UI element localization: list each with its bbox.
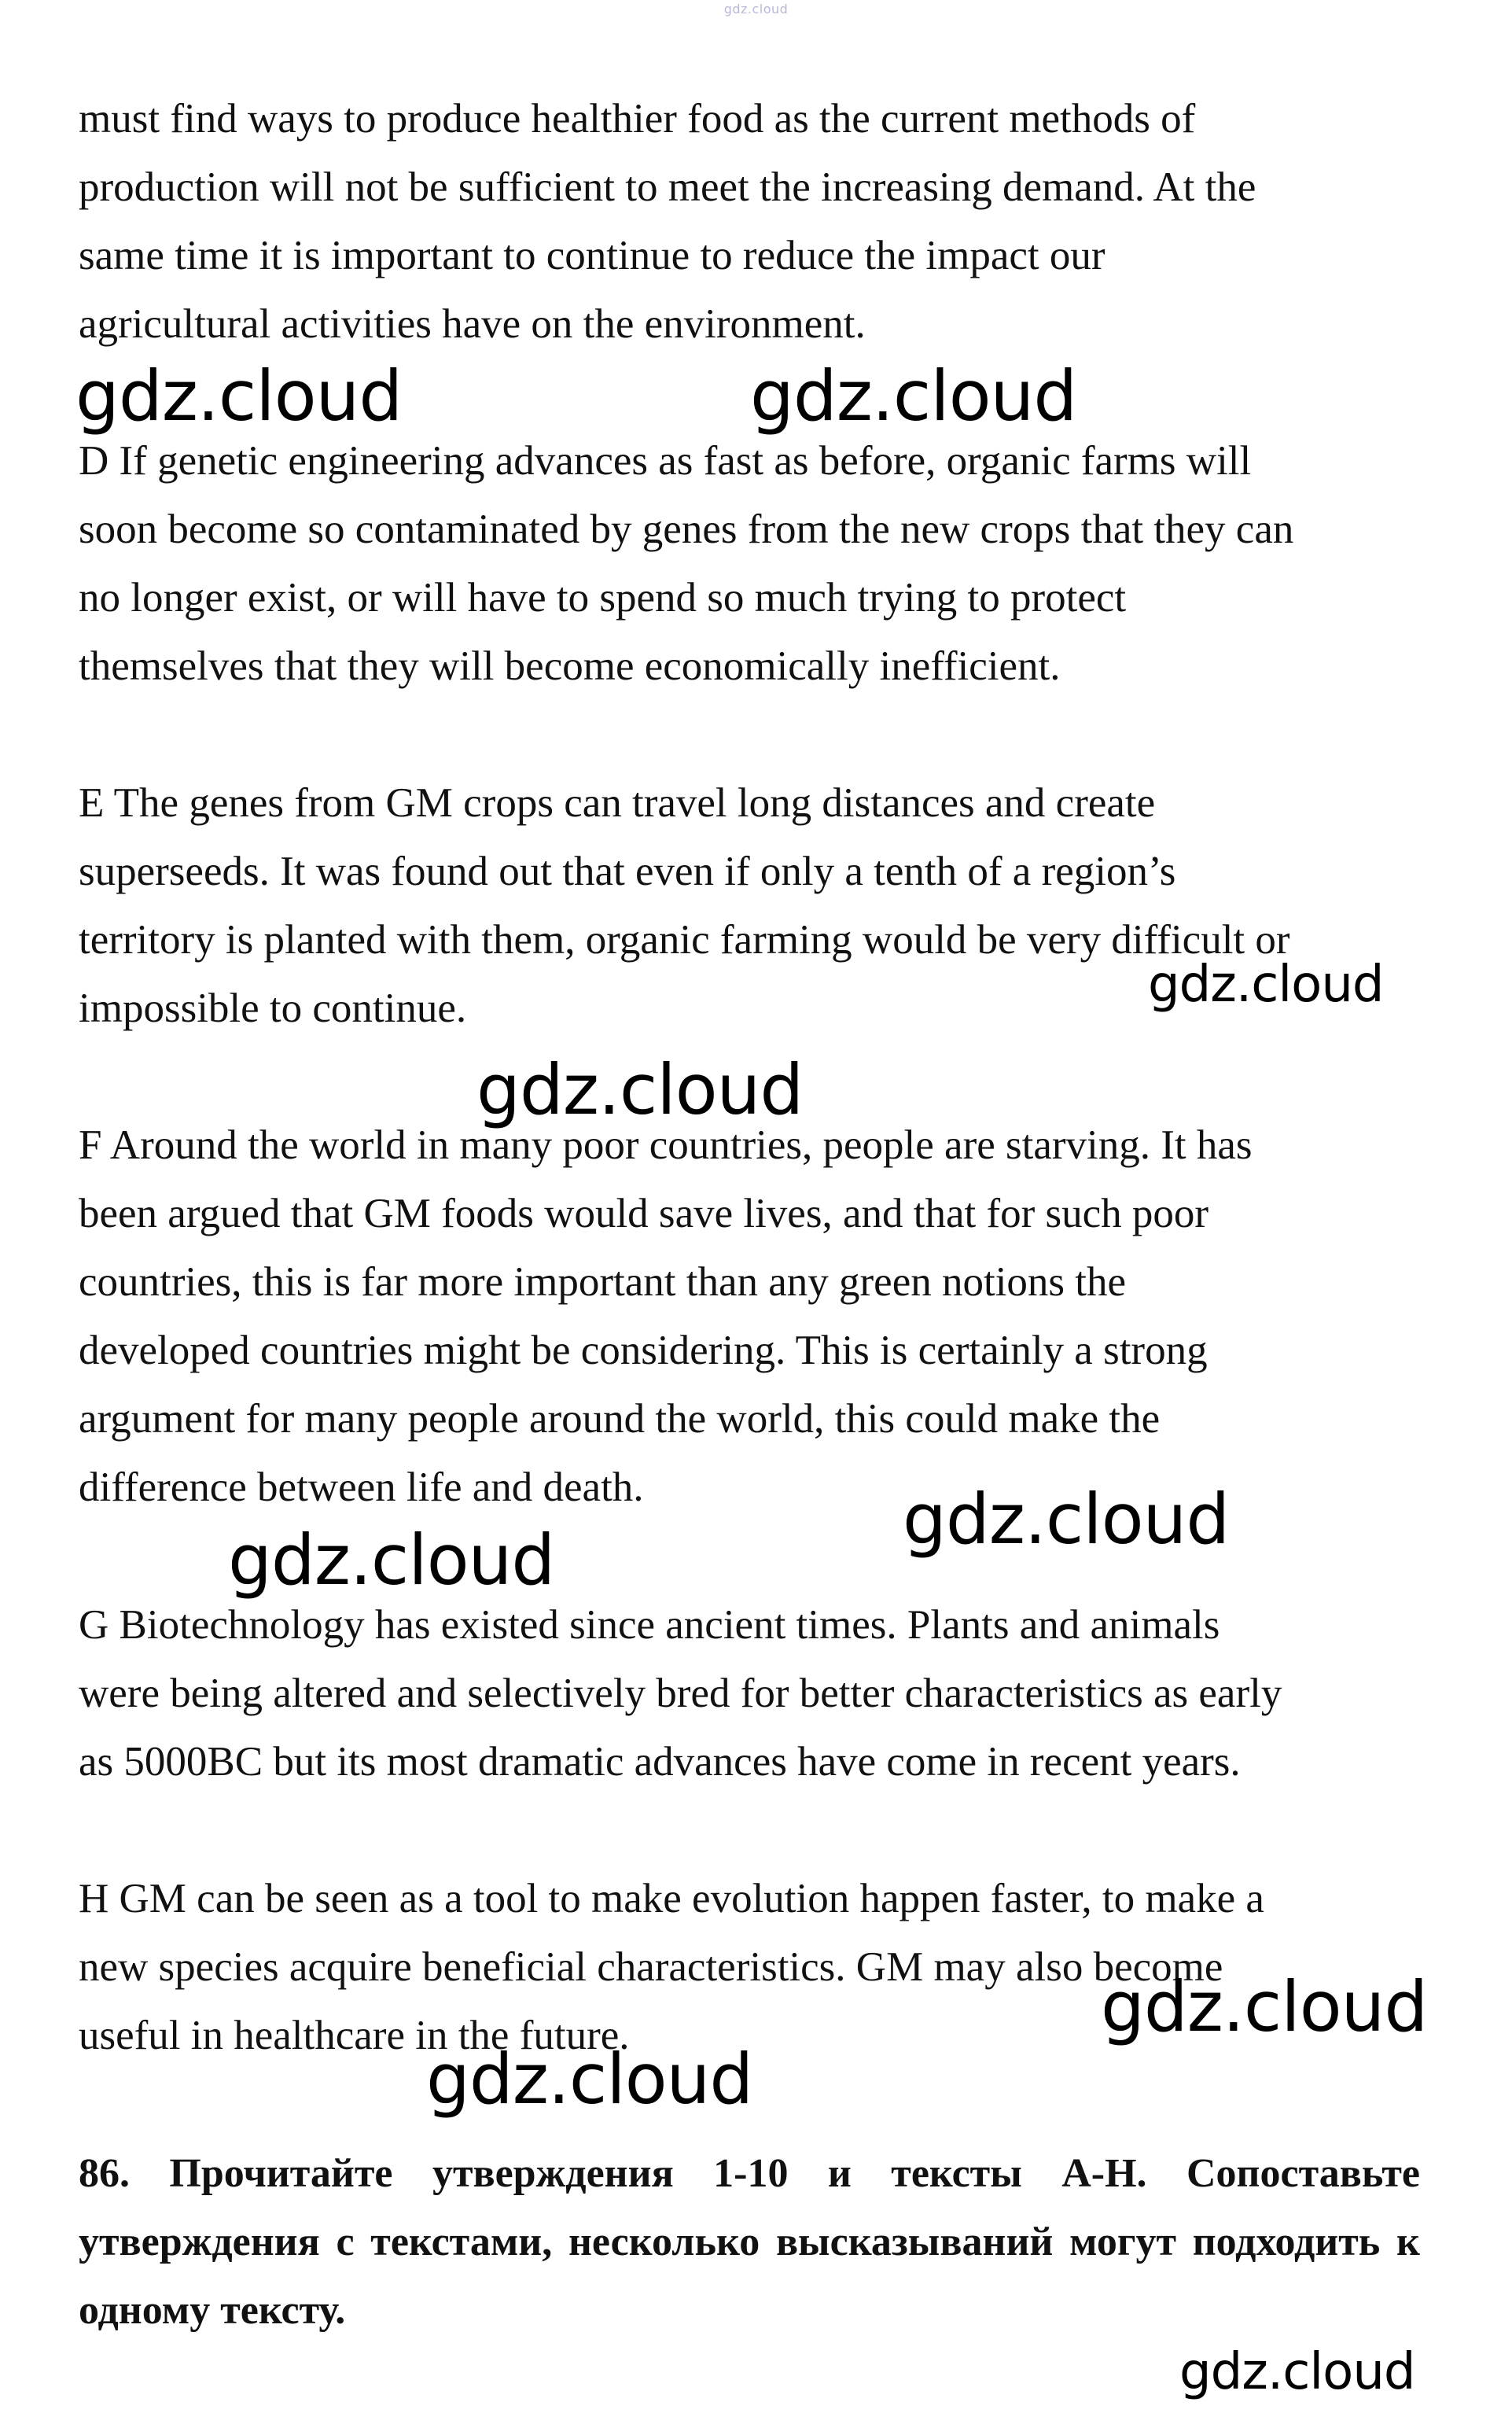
text-line: soon become so contaminated by genes from the new crops that they can [79, 507, 1294, 552]
text-line: agricultural activities have on the environment. [79, 301, 866, 347]
paragraph-g [79, 1591, 1447, 1796]
text-line: production will not be sufficient to meet the increasing demand. At the [79, 164, 1256, 210]
watermark: gdz.cloud [1179, 2343, 1415, 2401]
text-line: D If genetic engineering advances as fast as before, organic farms will [79, 438, 1252, 484]
text-line: were being altered and selectively bred for better characteristics as early [79, 1671, 1282, 1716]
text-line: difference between life and death. [79, 1464, 644, 1510]
paragraph-f [79, 1111, 1447, 1522]
watermark: gdz.cloud [1101, 1966, 1428, 2047]
paragraph-d [79, 427, 1447, 701]
text-line: no longer exist, or will have to spend so much trying to protect [79, 575, 1127, 621]
text-line: developed countries might be considering. This is certainly a strong [79, 1328, 1208, 1373]
paragraph-c-continued [79, 85, 1447, 359]
text-line: useful in healthcare in the future. [79, 2013, 630, 2058]
watermark: gdz.cloud [476, 1049, 804, 1130]
watermark: gdz.cloud [1148, 956, 1384, 1014]
text-line: H GM can be seen as a tool to make evolution happen faster, to make a [79, 1876, 1264, 1921]
text-line: impossible to continue. [79, 985, 467, 1031]
task-86-instructions: 86. Прочитайте утверждения 1-10 и тексты A-H. Сопоставьте утверждения с текстами, несколько высказываний могут подходить к одному тексту. [79, 2151, 1420, 2333]
text-line: territory is planted with them, organic farming would be very difficult or [79, 917, 1290, 963]
text-line: must find ways to produce healthier food as the current methods of [79, 96, 1196, 142]
text-line: as 5000BC but its most dramatic advances have come in recent years. [79, 1739, 1241, 1785]
text-line: same time it is important to continue to reduce the impact our [79, 233, 1105, 278]
text-line: F Around the world in many poor countries, people are starving. It has [79, 1122, 1253, 1168]
text-line: new species acquire beneficial characteristics. GM may also become [79, 1944, 1223, 1990]
text-line: been argued that GM foods would save lives, and that for such poor [79, 1191, 1209, 1236]
text-line: argument for many people around the world, this could make the [79, 1396, 1161, 1442]
watermark: gdz.cloud [75, 356, 403, 437]
text-line: G Biotechnology has existed since ancient times. Plants and animals [79, 1602, 1220, 1648]
text-line: E The genes from GM crops can travel long distances and create [79, 780, 1156, 826]
text-line: themselves that they will become economically inefficient. [79, 643, 1061, 689]
text-line: superseeds. It was found out that even if only a tenth of a region’s [79, 849, 1176, 894]
watermark: gdz.cloud [228, 1520, 555, 1601]
text-line: countries, this is far more important than any green notions the [79, 1259, 1127, 1305]
watermark: gdz.cloud [903, 1479, 1230, 1560]
watermark: gdz.cloud [426, 2039, 753, 2120]
watermark: gdz.cloud [750, 356, 1077, 437]
top-watermark: gdz.cloud [723, 2, 789, 17]
